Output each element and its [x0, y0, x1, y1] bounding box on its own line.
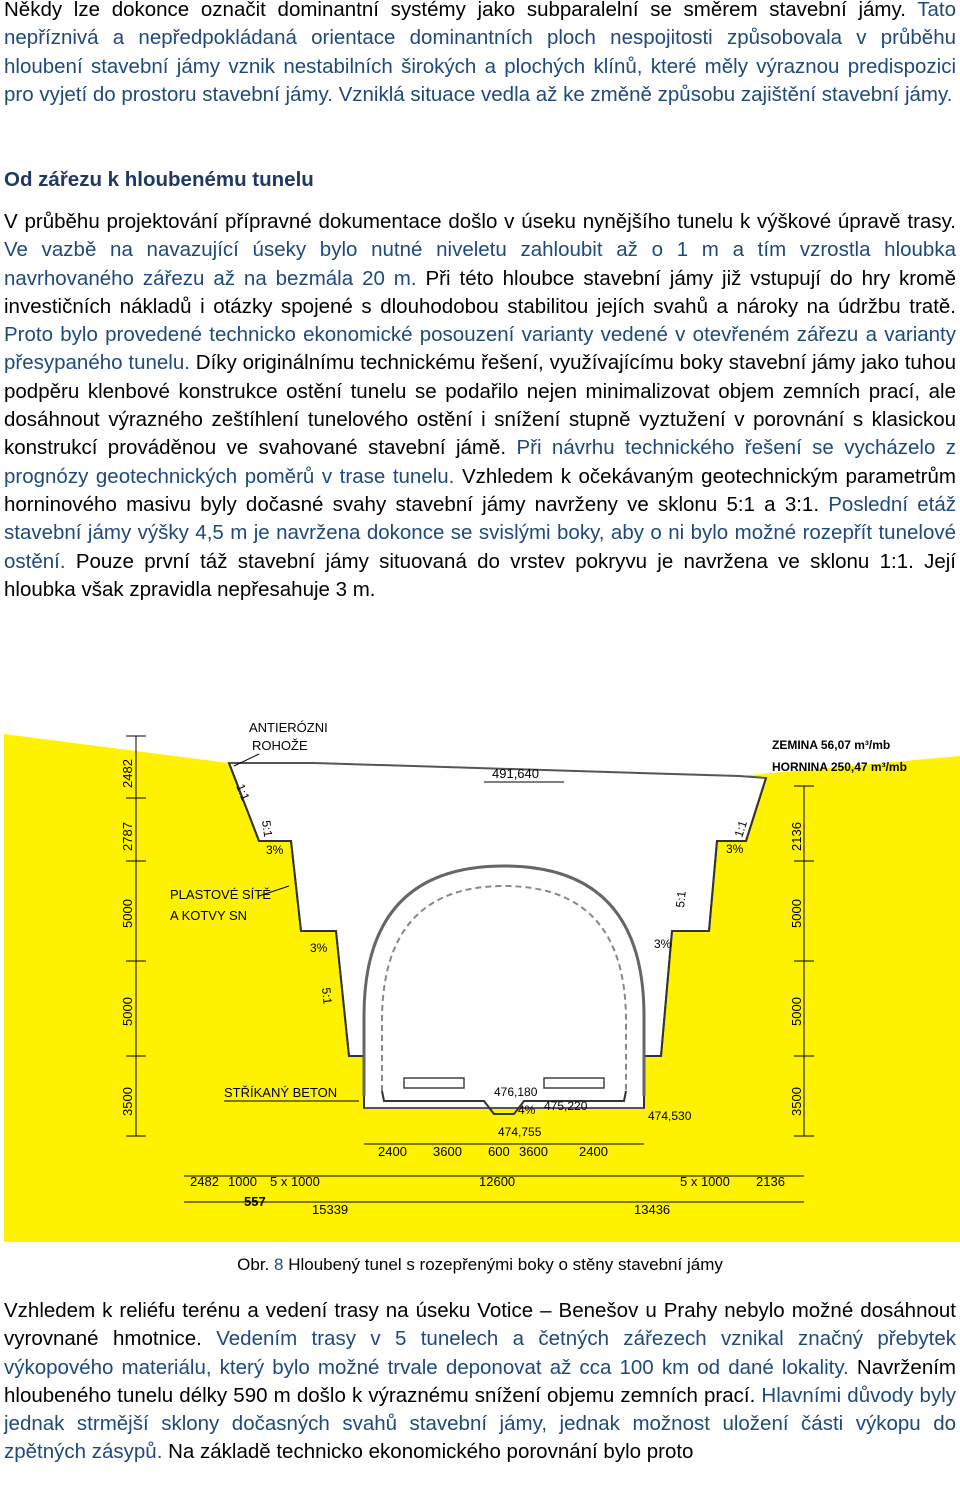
pct-label: 3% — [654, 937, 672, 951]
slope-5-1-left-bottom: 5:1 — [319, 986, 335, 1005]
level-474755: 474,755 — [498, 1125, 542, 1139]
design-sentence-4: Proto bylo provedené technicko ekonomické posouzení varianty vedené v otevřeném zářezu a varianty přesypaného tunelu. — [4, 323, 956, 375]
bottom-dim-row1: 3600 — [519, 1144, 548, 1159]
tunnel-cross-section-figure — [4, 716, 960, 1242]
design-sentence-2: Ve vazbě na navazující úseky bylo nutné niveletu zahloubit až o 1 m a tím vzrostla hloubka navrhovaného zářezu až na bezmála 20 m. — [4, 238, 956, 290]
slope-right-1-1: 1:1 — [731, 818, 751, 839]
right-dim-label: 5000 — [789, 997, 804, 1026]
right-dim-label: 3500 — [789, 1087, 804, 1116]
label-antierozni: ANTIERÓZNI — [249, 720, 328, 735]
right-dim-label: 5000 — [789, 899, 804, 928]
label-top-level: 491,640 — [492, 766, 539, 781]
slope-left-1-1: 1:1 — [233, 781, 253, 803]
intro-paragraph — [4, 0, 956, 109]
terrain-sentence-5: Na základě technicko ekonomického porovnání bylo proto — [162, 1440, 694, 1464]
level-475220: 475,220 — [544, 1099, 588, 1113]
pct-label: 4% — [518, 1103, 536, 1117]
bottom-dim-row2: 2136 — [756, 1174, 785, 1189]
bottom-dim-row3: 557 — [244, 1194, 266, 1209]
bottom-dim-row2: 5 x 1000 — [680, 1174, 730, 1189]
intro-sentence-1: Někdy lze dokonce označit dominantní systémy jako subparalelní se směrem stavební jámy. — [4, 0, 906, 21]
label-zemina: ZEMINA 56,07 m³/mb — [772, 738, 891, 752]
section-heading: Od zářezu k hloubenému tunelu — [4, 168, 314, 191]
bottom-dim-row1: 600 — [488, 1144, 510, 1159]
level-476180: 476,180 — [494, 1085, 538, 1099]
tunnel-drawing — [4, 716, 960, 1242]
left-dim-label: 3500 — [120, 1087, 135, 1116]
bottom-dim-row1: 3600 — [433, 1144, 462, 1159]
design-sentence-5: Díky originálnímu technickému řešení, využívajícímu boky stavební jámy jako tuhou podpěru klenbové konstrukce ostění tunelu se podařilo nejen minimalizovat objem zemních prací, ale dosáhnout výrazného zeštíhlení tunelového ostění i snížení stupně vyztužení v porovnání s klasickou konstrukcí prováděnou ve svahované stavební jámě. — [4, 351, 956, 460]
left-dim-label: 5000 — [120, 899, 135, 928]
design-sentence-7: Vzhledem k očekávaným geotechnickým parametrům horninového masivu byly dočasné svahy stavební jámy navrženy ve sklonu 5:1 a 3:1. — [4, 464, 956, 516]
design-sentence-9: Pouze první táž stavební jámy situovaná do vrstev pokryvu je navržena ve sklonu 1:1. Její hloubka však zpravidla nepřesahuje 3 m. — [4, 549, 956, 601]
level-474530: 474,530 — [648, 1109, 692, 1123]
label-hornina: HORNINA 250,47 m³/mb — [772, 760, 907, 774]
terrain-sentence-4: Hlavními důvody byly jednak strmější sklony dočasných svahů stavební jámy, jednak možnost uložení části výkopu do zpětných zásypů. — [4, 1383, 956, 1464]
bottom-dim-row2: 5 x 1000 — [270, 1174, 320, 1189]
design-sentence-8: Poslední etáž stavební jámy výšky 4,5 m je navržena dokonce se svislými boky, aby o ni bylo možné rozepřít tunelové ostění. — [4, 492, 957, 573]
pct-label: 3% — [266, 843, 284, 857]
bottom-dim-row1: 2400 — [579, 1144, 608, 1159]
figure-caption — [4, 1254, 956, 1276]
bottom-dim-row3: 15339 — [312, 1202, 349, 1217]
label-rohoze: ROHOŽE — [252, 738, 308, 753]
bottom-dim-row2: 12600 — [479, 1174, 516, 1189]
terrain-sentence-3: Navržením hloubeného tunelu délky 590 m došlo k výraznému snížení objemu zemních prací. — [4, 1355, 956, 1407]
left-dim-label: 2482 — [120, 759, 135, 788]
bottom-dim-row1: 2400 — [378, 1144, 407, 1159]
caption-prefix: Obr. — [237, 1255, 274, 1274]
slope-5-1-left-top: 5:1 — [259, 819, 276, 838]
pct-label: 3% — [726, 842, 744, 856]
caption-text: Hloubený tunel s rozepřenými boky o stěny stavební jámy — [283, 1255, 723, 1274]
design-paragraph — [4, 208, 956, 604]
terrain-paragraph — [4, 1297, 956, 1467]
right-dim-label: 2136 — [789, 822, 804, 851]
pct-label: 3% — [310, 941, 328, 955]
caption-number: 8 — [274, 1255, 284, 1274]
design-sentence-3: Při této hloubce stavební jámy již vstupují do hry kromě investičních nákladů i otázky spojené s dlouhodobou stabilitou jejích svahů a nároky na údržbu tratě. — [4, 266, 956, 318]
label-plastove-site: PLASTOVÉ SÍTĚ — [170, 887, 271, 902]
intro-sentence-2: Tato nepříznivá a nepředpokládaná orientace dominantních ploch nespojitosti způsobovala v průběhu hloubení stavební jámy vznik nestabilních širokých a plochých klínů, které měly výraznou predispozici pro vyjetí do prostoru stavební jámy. Vzniklá situace vedla až ke změně způsobu zajištění stavební jámy. — [4, 0, 956, 106]
slope-5-1-right: 5:1 — [673, 890, 689, 909]
label-strikany-beton: STŘÍKANÝ BETON — [224, 1085, 338, 1100]
bottom-dim-row2: 1000 — [228, 1174, 257, 1189]
left-dim-label: 5000 — [120, 997, 135, 1026]
design-sentence-1: V průběhu projektování přípravné dokumentace došlo v úseku nynějšího tunelu k výškové úpravě trasy. — [4, 210, 956, 233]
design-sentence-6: Při návrhu technického řešení se vycházelo z prognózy geotechnických poměrů v trase tunelu. — [4, 436, 956, 488]
terrain-sentence-2: Vedením trasy v 5 tunelech a četných zářezech vznikal značný přebytek výkopového materiálu, který bylo možné trvale deponovat až cca 100 km od dané lokality. — [4, 1327, 957, 1379]
bottom-dim-row3: 13436 — [634, 1202, 671, 1217]
label-a-kotvy: A KOTVY SN — [170, 908, 248, 923]
terrain-sentence-1: Vzhledem k reliéfu terénu a vedení trasy na úseku Votice – Benešov u Prahy nebylo možné dosáhnout vyrovnané hmotnice. — [4, 1299, 956, 1351]
bottom-dim-row2: 2482 — [190, 1174, 219, 1189]
left-dim-label: 2787 — [120, 822, 135, 851]
